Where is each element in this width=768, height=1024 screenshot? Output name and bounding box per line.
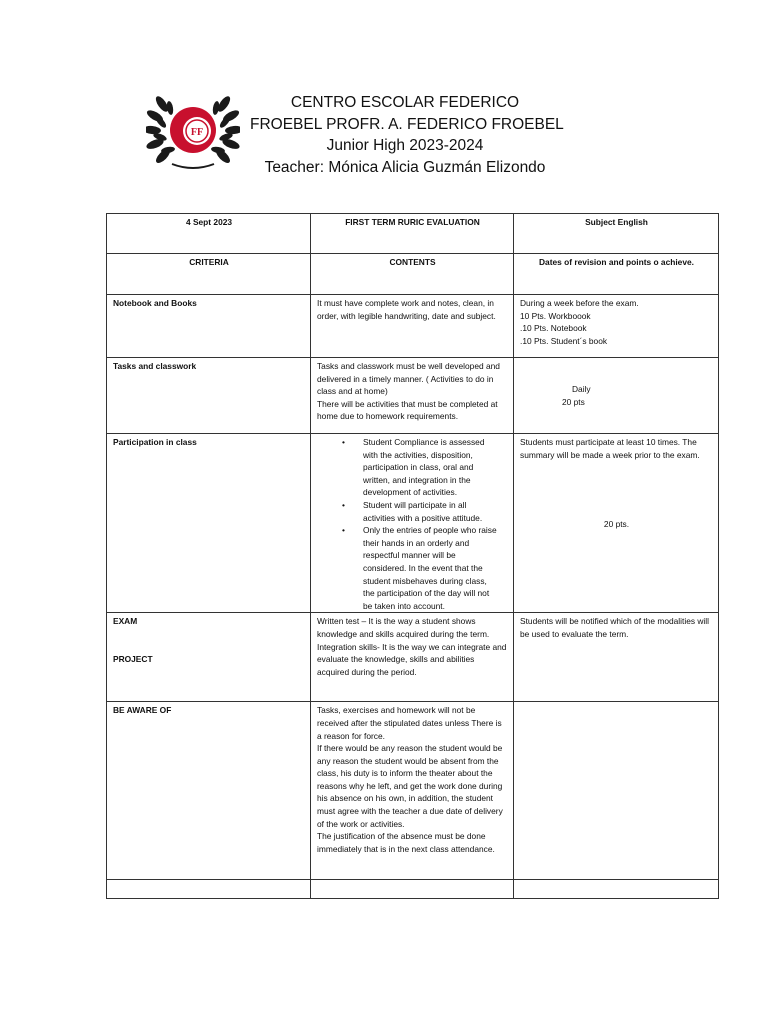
table-row-aware — [107, 702, 719, 880]
contents-exam: Written test – It is the way a student shows knowledge and skills acquired during the term. — [317, 616, 490, 639]
table-row-exam — [107, 613, 719, 702]
list-item: • Student will participate in all activities with a positive attitude. — [317, 499, 508, 524]
dates-header: Dates of revision and points o achieve. — [514, 254, 719, 295]
table-row-empty — [107, 880, 719, 899]
criteria-aware: BE AWARE OF — [107, 702, 311, 880]
criteria-project: PROJECT — [113, 653, 153, 664]
dates-tasks-daily: Daily — [572, 384, 591, 394]
contents-header: CONTENTS — [311, 254, 514, 295]
date-cell: 4 Sept 2023 — [107, 214, 311, 254]
subject-cell: Subject English — [514, 214, 719, 254]
dates-participation-cell — [514, 434, 719, 613]
dates-exam: Students will be notified which of the modalities will be used to evaluate the term. — [514, 613, 719, 702]
document-header — [250, 92, 564, 178]
table-row-date — [107, 214, 719, 254]
criteria-exam-cell — [107, 613, 311, 702]
participation-bullet-list — [317, 436, 508, 612]
school-name-line2: FROEBEL PROFR. A. FEDERICO FROEBEL — [250, 115, 564, 133]
empty-cell — [107, 880, 311, 899]
dates-aware-empty — [514, 702, 719, 880]
list-item: • Only the entries of people who raise their hands in an orderly and respectful manner will be considered. In the event that the student misbehaves during class, the participation of the day will not be taken into account. — [317, 524, 508, 612]
contents-exam-cell — [311, 613, 514, 702]
svg-text:FF: FF — [190, 127, 204, 138]
dates-notebook: During a week before the exam. 10 Pts. Workboook .10 Pts. Notebook .10 Pts. Student´s book — [514, 295, 719, 358]
criteria-header: CRITERIA — [107, 254, 311, 295]
title-cell: FIRST TERM RURIC EVALUATION — [311, 214, 514, 254]
table-row-notebook — [107, 295, 719, 358]
contents-notebook: It must have complete work and notes, clean, in order, with legible handwriting, date and subject. — [311, 295, 514, 358]
contents-participation — [311, 434, 514, 613]
teacher-name: Teacher: Mónica Alicia Guzmán Elizondo — [264, 158, 546, 176]
laurel-wreath-logo-icon — [146, 86, 240, 172]
contents-aware: Tasks, exercises and homework will not be received after the stipulated dates unless There is a reason for force. If there would be any reason the student would be any reason the student would be absent from the class, his duty is to inform the theater about the reasons why he left, and get the work done during his absence on his own, in addition, the student must agree with the teacher a due date of delivery of the work or activities. The justification of the absence must be done immediately that is in the next class attendance. — [311, 702, 514, 880]
criteria-notebook: Notebook and Books — [107, 295, 311, 358]
dates-participation-note: Students must participate at least 10 times. The summary will be made a week prior to the exam. — [520, 437, 700, 460]
criteria-participation: Participation in class — [107, 434, 311, 613]
school-logo — [146, 86, 240, 172]
table-row-participation — [107, 434, 719, 613]
criteria-tasks: Tasks and classwork — [107, 358, 311, 434]
table-row-tasks — [107, 358, 719, 434]
list-item: • Student Compliance is assessed with the activities, disposition, participation in class, oral and written, and integration in the development of activities. — [317, 436, 508, 499]
contents-tasks: Tasks and classwork must be well developed and delivered in a timely manner. ( Activities to do in class and at home) There will be activities that must be completed at home due to homework requirements. — [311, 358, 514, 434]
contents-project: Integration skills- It is the way we can integrate and evaluate the knowledge, skills and abilities acquired during the period. — [317, 641, 507, 677]
dates-participation-points: 20 pts. — [603, 519, 630, 530]
criteria-exam: EXAM — [113, 616, 138, 627]
dates-tasks-cell — [514, 358, 719, 434]
empty-cell — [311, 880, 514, 899]
table-row-headers — [107, 254, 719, 295]
dates-tasks-points: 20 pts — [562, 396, 585, 407]
empty-cell — [514, 880, 719, 899]
school-name-line1: CENTRO ESCOLAR FEDERICO — [290, 94, 520, 111]
school-level: Junior High 2023-2024 — [326, 137, 484, 154]
evaluation-rubric-table — [106, 213, 719, 899]
